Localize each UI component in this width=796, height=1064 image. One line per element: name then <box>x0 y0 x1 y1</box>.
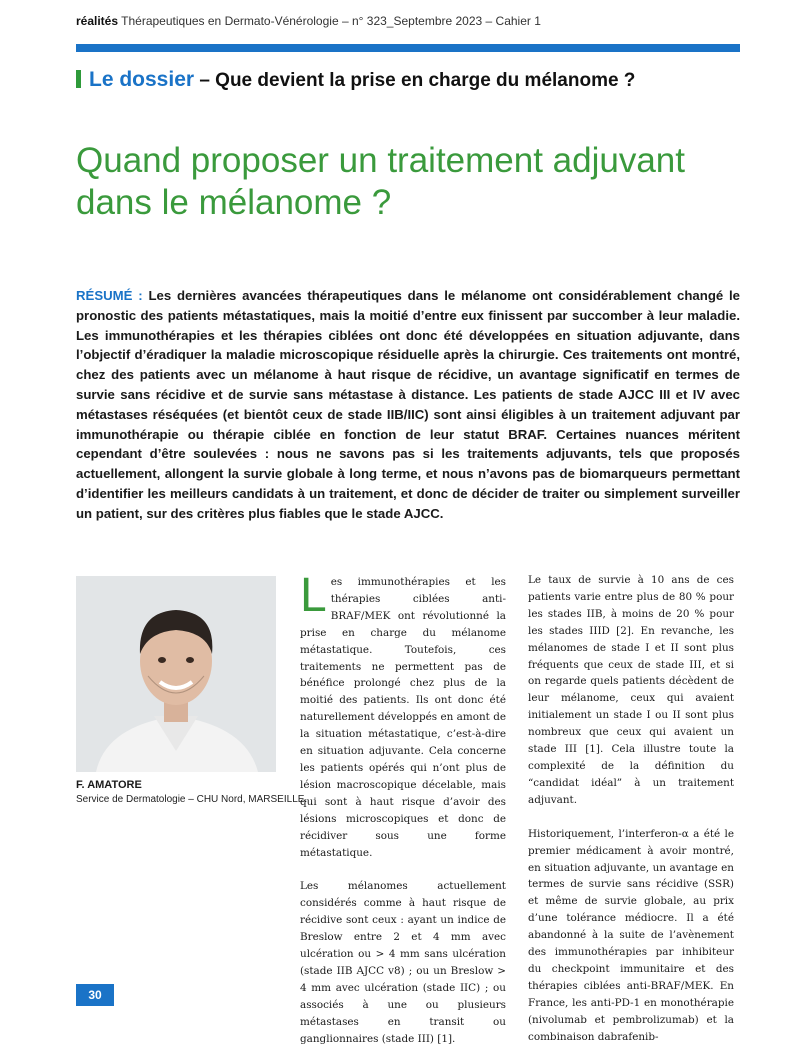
body-column-2 <box>528 572 734 1062</box>
paragraph-text: es immunothérapies et les thérapies ciblées anti-BRAF/MEK ont révolutionné la prise en charge du mélanome métastatique. Toutefois, ces traitements ne permettent pas de bénéfice prolongé chez plus de la moitié des patients. Ils ont donc été naturellement développés en amont de la situation métastatique, c’est-à-dire en situation adjuvante. Cela concerne les patients opérés qui n’ont plus de lésion macroscopique décelable, mais qui sont à haut risque d’avoir des lésions microscopiques et donc de récidiver sous une forme métastatique. <box>300 576 506 859</box>
dossier-label: Le dossier <box>89 68 195 91</box>
title-line-1: Quand proposer un traitement adjuvant <box>76 141 685 180</box>
dossier-topic: – Que devient la prise en charge du mélanome ? <box>199 70 636 91</box>
author-photo <box>76 576 276 772</box>
paragraph: Le taux de survie à 10 ans de ces patients varie entre plus de 80 % pour les stades IIB, à moins de 20 % pour les stades IIID [2]. En revanche, les mélanomes de stade I et II sont plus fréquents que ceux de stade III, et si on regarde quels patients décèdent de leur mélanome, ceux qui avaient initialement un stade I ou II sont plus nombreux que ceux qui avaient un stade III [1]. Cela illustre toute la complexité de la définition du “candidat idéal” à un traitement adjuvant. <box>528 574 734 806</box>
abstract-keyword: RÉSUMÉ : <box>76 288 143 303</box>
abstract-text: Les dernières avancées thérapeutiques dans le mélanome ont considérablement changé le pronostic des patients métastatiques, mais la moitié d’entre eux finissent par succomber à leur maladie. Les immunothérapies et les thérapies ciblées ont donc été développées en situation adjuvante, dans l’objectif d’éradiquer la maladie microscopique résiduelle après la chirurgie. Ces traitements ont montré, chez des patients avec un mélanome à haut risque de récidive, un avantage significatif en termes de survie sans récidive et de survie sans métastase à distance. Les patients de stade AJCC III et IV avec métastases réséquées (et bientôt ceux de stade IIB/IIC) sont ainsi éligibles à un traitement adjuvant par immunothérapie ou thérapie ciblée en fonction de leur statut BRAF. Certaines nuances méritent cependant d’être soulevées : nous ne savons pas si les traitements adjuvants, tels que proposés actuellement, allongent la survie globale à long terme, et nous n’avons pas de biomarqueurs permettant d’identifier les meilleurs candidats à un traitement, et donc de décider de traiter ou simplement surveiller un patient, sur des critères plus fiables que le stade AJCC. <box>76 288 741 521</box>
paragraph <box>300 569 506 861</box>
page-number: 30 <box>76 984 114 1006</box>
dossier-heading <box>76 68 635 92</box>
journal-issue: Thérapeutiques en Dermato-Vénérologie – n° 323_Septembre 2023 – Cahier 1 <box>121 14 541 28</box>
body-column-1 <box>300 569 506 1064</box>
paragraph: Les mélanomes actuellement considérés comme à haut risque de récidive sont ceux : ayant un indice de Breslow entre 2 et 4 mm avec ulcération ou > 4 mm sans ulcération (stade IIB AJCC v8) ; ou un Breslow > 4 mm avec ulcération (stade IIC) ; ou associés à une ou plusieurs métastases en transit ou ganglionnaires (stade III) [1]. <box>300 880 506 1045</box>
journal-name: réalités <box>76 14 119 28</box>
abstract <box>76 286 740 524</box>
author-affiliation: Service de Dermatologie – CHU Nord, MARSEILLE. <box>76 794 308 805</box>
article-title <box>76 140 746 224</box>
drop-cap: L <box>300 569 327 622</box>
paragraph: Historiquement, l’interferon-α a été le premier médicament à avoir montré, en situation adjuvante, un avantage en termes de survie sans récidive (SSR) et même de survie globale, au prix d’une tolérance médiocre. Il a été abandonné à la suite de l’avènement des immunothérapies par inhibiteur du checkpoint immunitaire et des thérapies ciblées anti-BRAF/MEK. En France, les anti-PD-1 en monothérapie (nivolumab et pembrolizumab) et la combinaison dabrafenib- <box>528 827 734 1043</box>
dossier-marker <box>76 70 81 88</box>
title-line-2: dans le mélanome ? <box>76 183 392 222</box>
running-header <box>76 14 541 28</box>
header-rule <box>76 44 740 52</box>
author-name: F. AMATORE <box>76 779 142 791</box>
